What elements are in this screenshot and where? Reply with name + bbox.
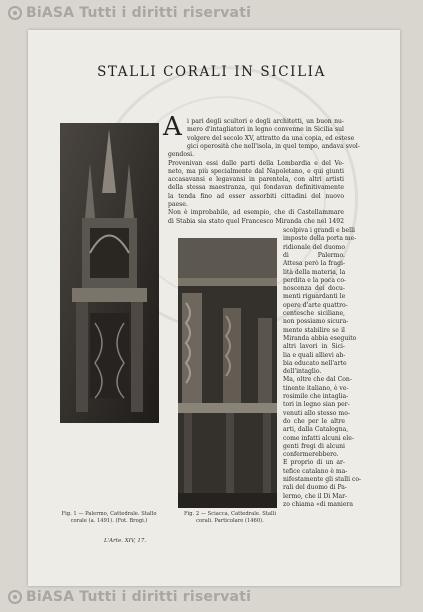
figure-2-illustration	[178, 238, 277, 508]
narrow-line: rali del duomo di Pa-	[283, 484, 347, 492]
narrow-line: confermerebbero.	[283, 451, 339, 459]
narrow-line: rosimile che intaglia-	[283, 393, 349, 400]
narrow-line: tori in legno sian per-	[283, 401, 350, 409]
figure-2-photo	[178, 238, 277, 508]
narrow-line: Attesa però la fragi-	[283, 260, 345, 268]
narrow-line: noscenza dei docu-	[283, 285, 345, 293]
body-line: accasavansi e legavansi in parentela, con altri artisti	[168, 176, 344, 184]
narrow-line: bia educato nell'arte	[283, 359, 347, 367]
narrow-line: come infatti alcuni ele-	[283, 434, 354, 442]
narrow-line: lia e quali allievi ab-	[283, 351, 346, 359]
narrow-line: altri lavori in Sici-	[283, 343, 345, 351]
narrow-line: non possiamo sicura-	[283, 318, 349, 326]
narrow-line: ridionale del duomo	[283, 243, 345, 251]
biasa-logo-icon	[8, 6, 22, 20]
body-line: Non è improbabile, ad esempio, che di Castellammare	[168, 209, 344, 217]
narrow-line: lermo, che il Di Mar-	[283, 492, 348, 500]
biasa-logo-icon	[8, 590, 22, 604]
narrow-line: E proprio di un ar-	[283, 459, 345, 467]
narrow-line: mente stabilire se il	[283, 326, 345, 334]
narrow-line: perdita e la poca co-	[283, 276, 347, 284]
figure-1-caption: Fig. 1 — Palermo, Cattedrale. Stallo corale (a. 1491). (Fot. Brogi.)	[61, 511, 157, 524]
body-line: paese.	[168, 201, 188, 208]
figure-1-illustration	[60, 123, 159, 423]
narrow-line: imposte della porta me-	[283, 235, 357, 243]
narrow-line: nifestamente gli stalli co-	[283, 476, 362, 483]
narrow-line: scolpiva i grandi e belli	[283, 227, 355, 234]
page-footer: L'Arte. XIV, 17.	[104, 538, 147, 544]
narrow-line: genti fregi di alcuni	[283, 442, 345, 450]
narrow-line: arti, dalla Catalogna,	[283, 426, 349, 434]
article-title: STALLI CORALI IN SICILIA	[97, 64, 326, 80]
narrow-line: venuti allo stesso mo-	[283, 409, 350, 417]
body-line: gendosi.	[168, 151, 195, 159]
figure-2-caption: Fig. 2 — Sciacca, Cattedrale. Stalli corali. Particolare (1460).	[183, 511, 276, 524]
drop-cap: A	[163, 112, 182, 142]
narrow-line: menti riguardanti le	[283, 293, 346, 301]
narrow-line: lità della materia, la	[283, 268, 346, 276]
narrow-line: dell'intaglio.	[283, 368, 322, 376]
watermark-top-text: BiASA Tutti i diritti riservati	[26, 5, 252, 21]
body-line: volgere del secolo XV, attratto da una copia, ed estese	[187, 134, 355, 142]
body-line: mero d'intagliatori in legno convenne in Sicilia sul	[187, 126, 344, 134]
body-line: i pari degli scultori e degli architetti, un buon nu-	[187, 118, 344, 125]
narrow-line: tinente italiano, è ve-	[283, 384, 349, 392]
narrow-line: di Palermo.	[283, 251, 345, 259]
narrow-line: Ma, oltre che dal Con-	[283, 376, 352, 384]
body-line: Provenivan essi dalle parti della Lombardia e del Ve-	[168, 159, 344, 167]
narrow-line: Miranda abbia eseguito	[283, 334, 357, 342]
narrow-line: tefice catalano è ma-	[283, 467, 348, 475]
body-line: di Stabia sia stato quel Francesco Miranda che nel 1492	[168, 217, 344, 225]
narrow-line: zo chiama «di maniera	[283, 500, 354, 508]
body-line: la tenda fino ad esser assorbiti cittadini del nuovo	[168, 192, 344, 200]
watermark-bottom-text: BiASA Tutti i diritti riservati	[26, 589, 252, 605]
body-line: della stessa maestranza, qui fondavan definitivamente	[168, 184, 344, 192]
watermark-top	[8, 5, 251, 21]
body-line: gici operosità che nell'isola, in quel tempo, andava svol-	[187, 142, 360, 150]
narrow-line: do che per le altre	[283, 417, 345, 425]
figure-1-photo	[60, 123, 159, 423]
watermark-bottom	[8, 589, 251, 605]
body-line: neto, ma più specialmente dal Napoletano, e qui giunti	[168, 167, 344, 175]
narrow-line: opere d'arte quattro-	[283, 301, 348, 309]
narrow-line: centesche siciliane,	[283, 310, 345, 317]
